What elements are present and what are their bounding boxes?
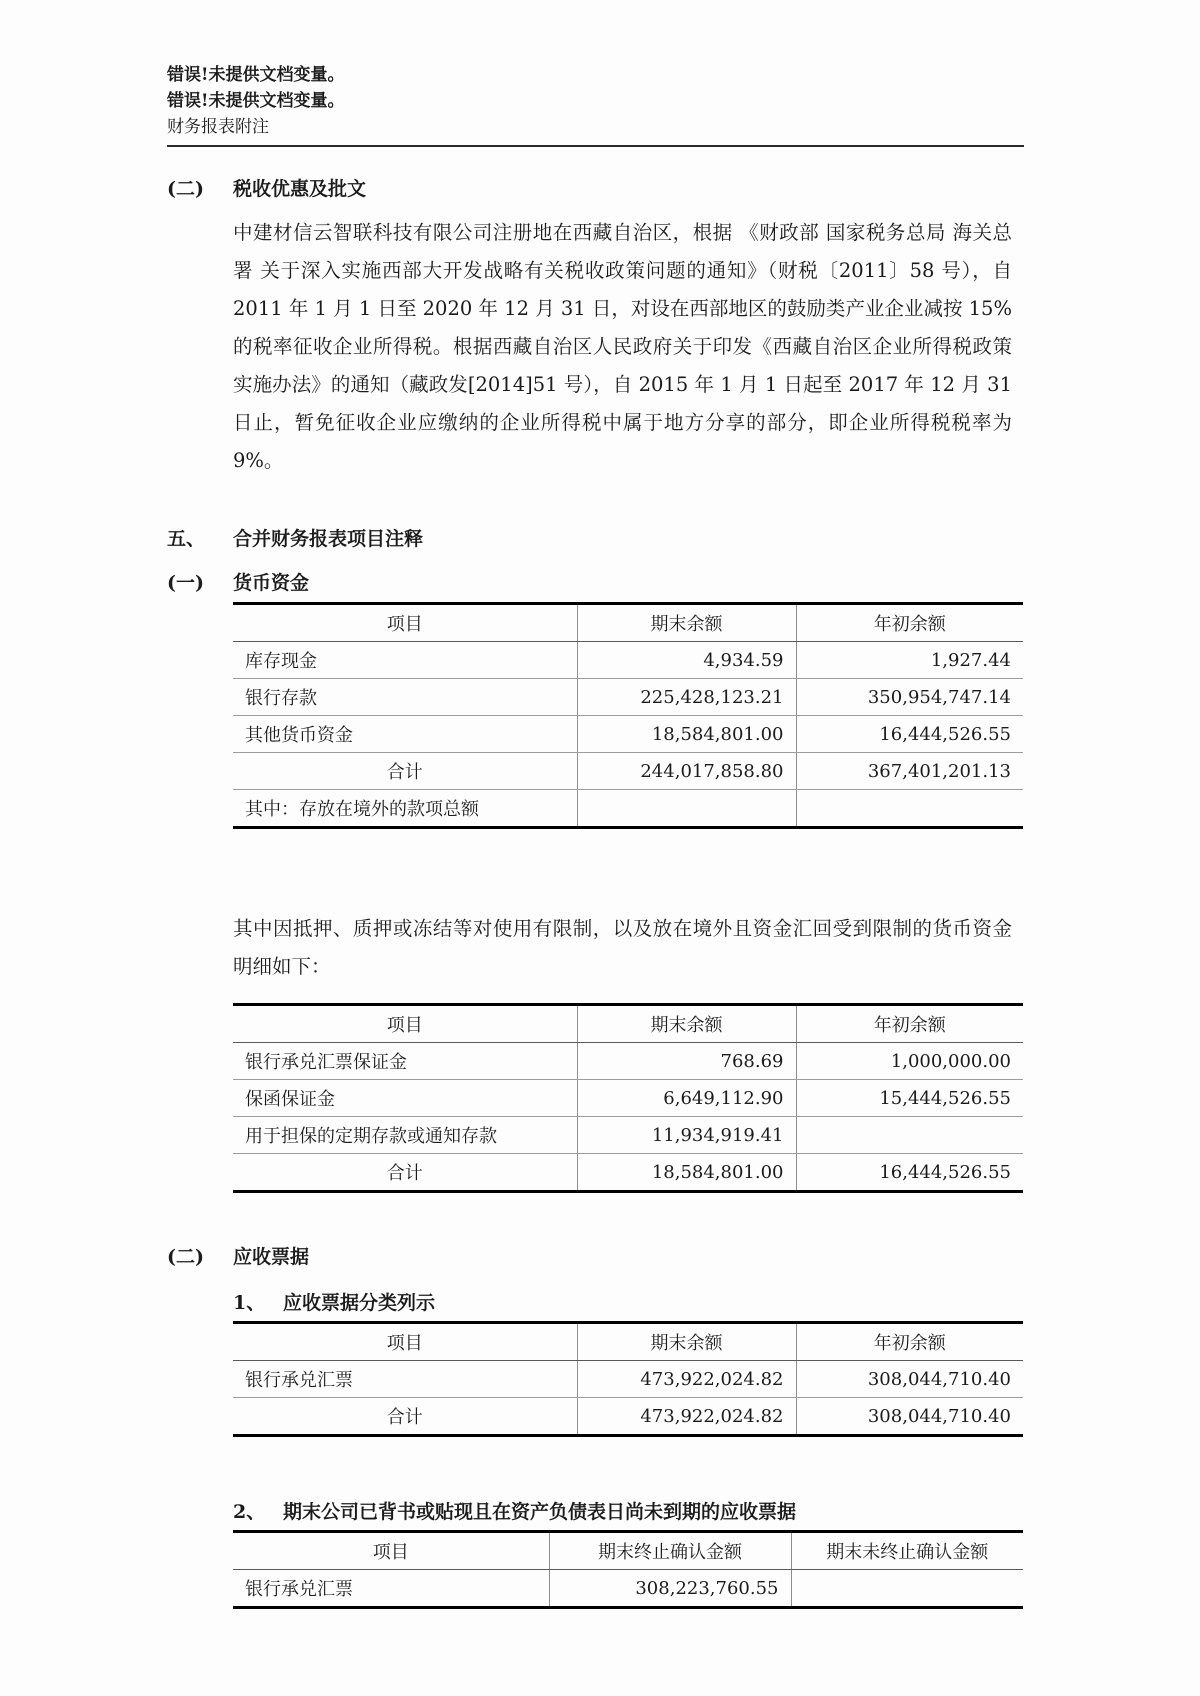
row-begin-balance xyxy=(791,1570,1023,1608)
table-total-row xyxy=(233,1154,1023,1192)
section-five-label: 五、 xyxy=(167,528,206,550)
column-header-begin-balance: 年初余额 xyxy=(796,604,1023,642)
row-begin-balance xyxy=(796,790,1023,828)
subsection-1-heading xyxy=(233,1288,1037,1315)
table-total-row xyxy=(233,753,1023,790)
column-header-end-balance: 期末余额 xyxy=(577,604,796,642)
row-end-balance xyxy=(577,790,796,828)
row-item: 合计 xyxy=(233,1398,577,1436)
row-begin-balance: 16,444,526.55 xyxy=(796,1154,1023,1192)
table-row xyxy=(233,1080,1023,1117)
section-monetary-heading xyxy=(167,568,1037,595)
header-error-line-2: 错误!未提供文档变量。 xyxy=(167,91,345,111)
column-header-not-derecognized: 期末未终止确认金额 xyxy=(791,1532,1023,1570)
column-header-item: 项目 xyxy=(233,1532,549,1570)
section-tax-title: 税收优惠及批文 xyxy=(233,178,367,200)
row-begin-balance: 308,044,710.40 xyxy=(796,1361,1023,1398)
row-end-balance: 308,223,760.55 xyxy=(549,1570,791,1608)
table-row xyxy=(233,679,1023,716)
restricted-funds-note: 其中因抵押、质押或冻结等对使用有限制，以及放在境外且资金汇回受到限制的货币资金明细如下： xyxy=(233,917,1012,978)
section-tax-paragraph: 中建材信云智联科技有限公司注册地在西藏自治区，根据 《财政部 国家税务总局 海关总署 关于深入实施西部大开发战略有关税收政策问题的通知》（财税〔2011〕58 号），自 2011 年 1 月 1 日至 2020 年 12 月 31 日，对设在西部地区的鼓励类产业企业减按 15%的税率征收企业所得税。根据西藏自治区人民政府关于印发《西藏自治区企业所得税政策实施办法》的通知（藏政发[2014]51 号），自 2015 年 1 月 1 日起至 2017 年 12 月 31 日止，暂免征收企业应缴纳的企业所得税中属于地方分享的部分，即企业所得税税率为 9%。 xyxy=(233,221,1012,472)
column-header-item: 项目 xyxy=(233,604,577,642)
row-item: 合计 xyxy=(233,753,577,790)
endorsed-notes-table xyxy=(233,1530,1023,1609)
column-header-end-balance: 期末余额 xyxy=(577,1323,796,1361)
table-header-row xyxy=(233,1005,1023,1043)
column-header-derecognized: 期末终止确认金额 xyxy=(549,1532,791,1570)
row-item: 库存现金 xyxy=(233,642,577,679)
section-tax-heading xyxy=(167,174,1037,201)
monetary-funds-table xyxy=(233,602,1023,829)
row-item: 合计 xyxy=(233,1154,577,1192)
table-total-row xyxy=(233,1398,1023,1436)
column-header-item: 项目 xyxy=(233,1005,577,1043)
subsection-2-heading xyxy=(233,1497,1037,1524)
row-item: 银行存款 xyxy=(233,679,577,716)
column-header-begin-balance: 年初余额 xyxy=(796,1005,1023,1043)
subsection-2-label: 2、 xyxy=(233,1501,266,1523)
row-begin-balance: 1,927.44 xyxy=(796,642,1023,679)
table-row xyxy=(233,1570,1023,1608)
row-begin-balance: 350,954,747.14 xyxy=(796,679,1023,716)
table-header-row xyxy=(233,1532,1023,1570)
section-monetary-title: 货币资金 xyxy=(233,572,310,594)
table-row xyxy=(233,790,1023,828)
section-five-title: 合并财务报表项目注释 xyxy=(233,528,424,550)
row-begin-balance: 367,401,201.13 xyxy=(796,753,1023,790)
section-five-heading xyxy=(167,524,1037,551)
restricted-funds-table xyxy=(233,1003,1023,1193)
section-notes-label: (二) xyxy=(167,1246,204,1268)
section-notes-heading xyxy=(167,1242,1037,1269)
header-subtitle: 财务报表附注 xyxy=(167,117,269,137)
row-end-balance: 473,922,024.82 xyxy=(577,1398,796,1436)
row-end-balance: 11,934,919.41 xyxy=(577,1117,796,1154)
table-row xyxy=(233,716,1023,753)
row-begin-balance xyxy=(796,1117,1023,1154)
row-end-balance: 768.69 xyxy=(577,1043,796,1080)
header-rule xyxy=(167,145,1024,147)
table-row xyxy=(233,1361,1023,1398)
row-item: 银行承兑汇票 xyxy=(233,1570,549,1608)
row-end-balance: 6,649,112.90 xyxy=(577,1080,796,1117)
row-item: 银行承兑汇票 xyxy=(233,1361,577,1398)
row-item: 用于担保的定期存款或通知存款 xyxy=(233,1117,577,1154)
section-tax-label: (二) xyxy=(167,178,204,200)
column-header-item: 项目 xyxy=(233,1323,577,1361)
notes-classification-table xyxy=(233,1321,1023,1437)
column-header-begin-balance: 年初余额 xyxy=(796,1323,1023,1361)
row-item: 保函保证金 xyxy=(233,1080,577,1117)
row-begin-balance: 15,444,526.55 xyxy=(796,1080,1023,1117)
table-row xyxy=(233,1043,1023,1080)
row-item: 其他货币资金 xyxy=(233,716,577,753)
section-notes-title: 应收票据 xyxy=(233,1246,310,1268)
row-end-balance: 473,922,024.82 xyxy=(577,1361,796,1398)
row-end-balance: 244,017,858.80 xyxy=(577,753,796,790)
subsection-1-label: 1、 xyxy=(233,1292,266,1314)
section-monetary-label: (一) xyxy=(167,572,204,594)
row-begin-balance: 16,444,526.55 xyxy=(796,716,1023,753)
page-content xyxy=(167,62,1037,1609)
subsection-1-title: 应收票据分类列示 xyxy=(283,1292,436,1314)
row-begin-balance: 1,000,000.00 xyxy=(796,1043,1023,1080)
row-end-balance: 18,584,801.00 xyxy=(577,1154,796,1192)
column-header-end-balance: 期末余额 xyxy=(577,1005,796,1043)
row-item: 其中：存放在境外的款项总额 xyxy=(233,790,577,828)
row-end-balance: 18,584,801.00 xyxy=(577,716,796,753)
row-end-balance: 4,934.59 xyxy=(577,642,796,679)
table-header-row xyxy=(233,1323,1023,1361)
table-row xyxy=(233,642,1023,679)
row-item: 银行承兑汇票保证金 xyxy=(233,1043,577,1080)
table-header-row xyxy=(233,604,1023,642)
header-error-line-1: 错误!未提供文档变量。 xyxy=(167,65,345,85)
row-begin-balance: 308,044,710.40 xyxy=(796,1398,1023,1436)
subsection-2-title: 期末公司已背书或贴现且在资产负债表日尚未到期的应收票据 xyxy=(283,1501,797,1523)
table-row xyxy=(233,1117,1023,1154)
document-header xyxy=(167,62,1037,147)
row-end-balance: 225,428,123.21 xyxy=(577,679,796,716)
